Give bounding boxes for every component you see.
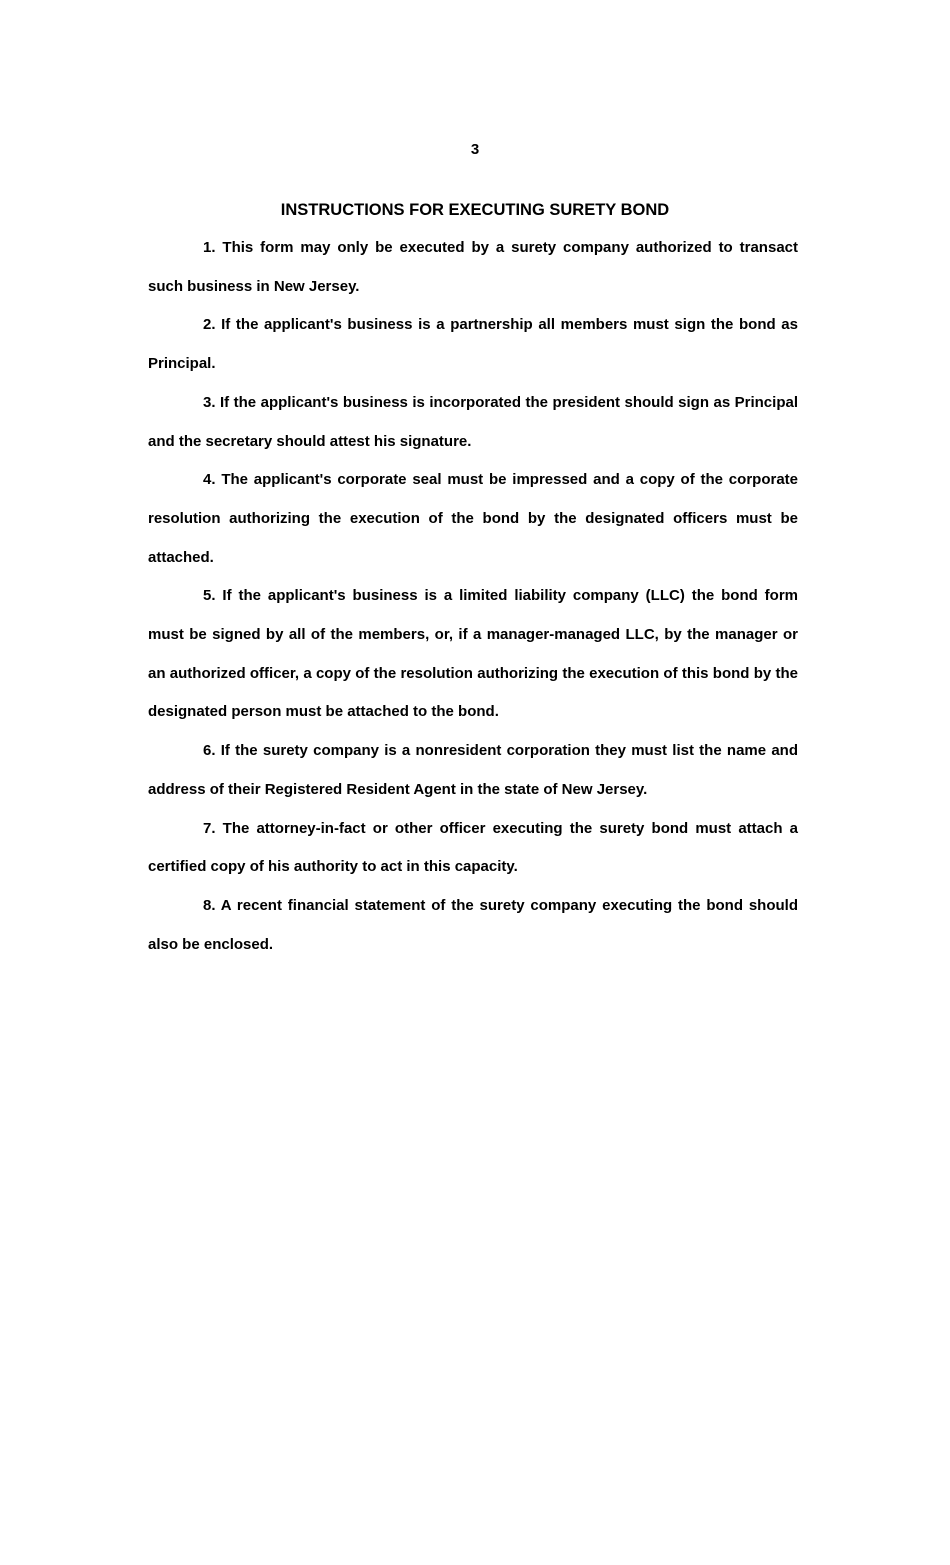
instruction-item-3: 3. If the applicant's business is incorporated the president should sign as Principal and the secretary should attest his signature. xyxy=(148,393,798,450)
instruction-item-4: 4. The applicant's corporate seal must be impressed and a copy of the corporate resolution authorizing the execution of the bond by the designated officers must be attached. xyxy=(148,471,798,566)
instruction-item-8: 8. A recent financial statement of the surety company executing the bond should also be enclosed. xyxy=(148,896,798,953)
instruction-list xyxy=(148,229,798,964)
instruction-item-2: 2. If the applicant's business is a partnership all members must sign the bond as Principal. xyxy=(148,316,798,373)
instruction-item-5: 5. If the applicant's business is a limited liability company (LLC) the bond form must be signed by all of the members, or, if a manager-managed LLC, by the manager or an authorized officer, a copy of the resolution authorizing the execution of this bond by the designated person must be attached to the bond. xyxy=(148,587,798,721)
page-number: 3 xyxy=(470,141,480,158)
instruction-item-7: 7. The attorney-in-fact or other officer executing the surety bond must attach a certified copy of his authority to act in this capacity. xyxy=(148,819,798,876)
document-title: INSTRUCTIONS FOR EXECUTING SURETY BOND xyxy=(280,201,670,219)
instruction-item-1: 1. This form may only be executed by a surety company authorized to transact such business in New Jersey. xyxy=(148,239,798,295)
instruction-item-6: 6. If the surety company is a nonresident corporation they must list the name and address of their Registered Resident Agent in the state of New Jersey. xyxy=(148,742,798,798)
